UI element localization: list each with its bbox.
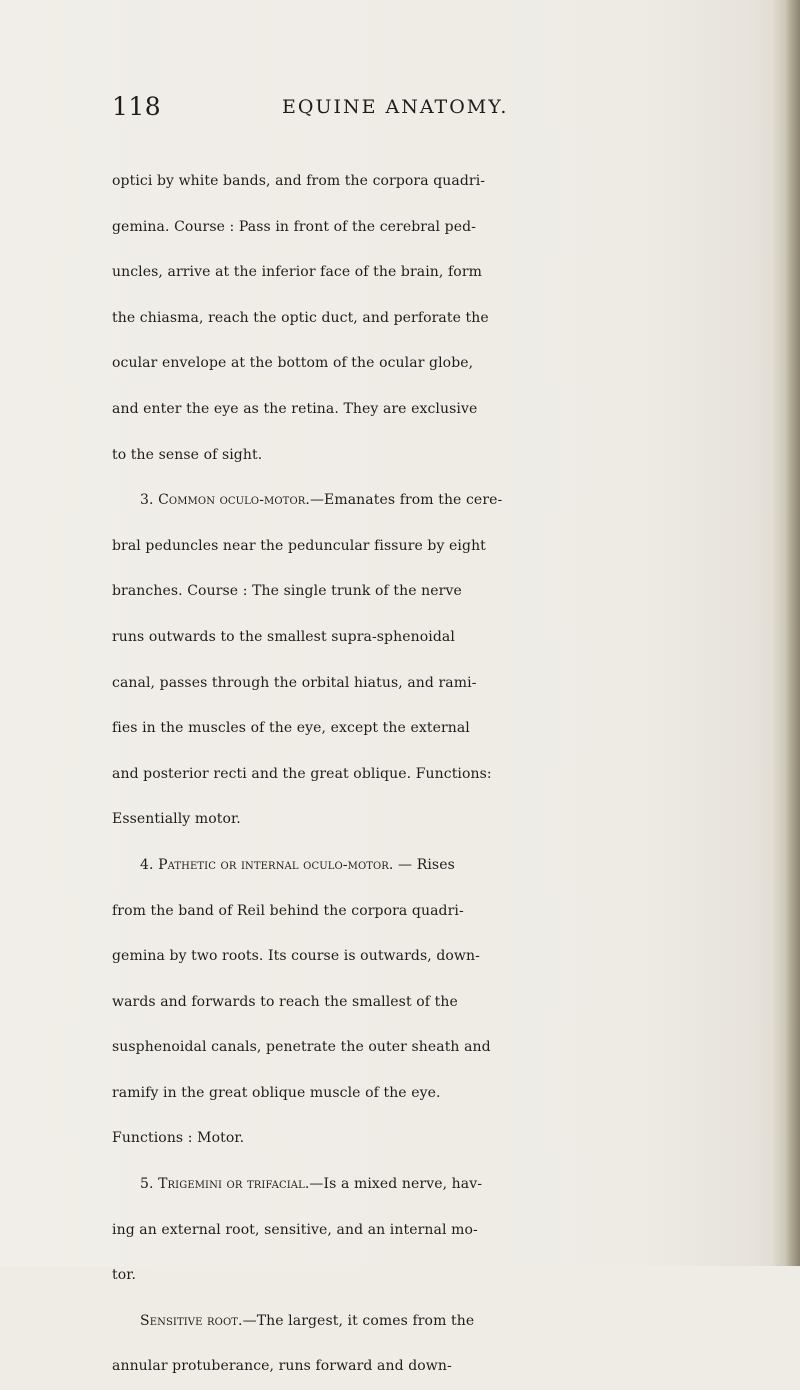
text-line: ing an external root, sensitive, and an internal mo- <box>112 1221 478 1238</box>
page-number: 118 <box>112 92 162 121</box>
text-line: annular protuberance, runs forward and down- <box>112 1358 452 1375</box>
section-heading: 4. Pathetic or internal oculo-motor. <box>140 856 394 873</box>
text-line: and enter the eye as the retina. They are exclusive <box>112 400 478 417</box>
section-heading: Sensitive root. <box>140 1312 243 1329</box>
text-line: canal, passes through the orbital hiatus, and rami- <box>112 674 477 691</box>
text-line: uncles, arrive at the inferior face of the brain, form <box>112 264 482 281</box>
text-line: gemina by two roots. Its course is outwards, down- <box>112 948 480 965</box>
text-line: from the band of Reil behind the corpora quadri- <box>112 902 464 919</box>
page-header <box>112 90 712 130</box>
text-line: optici by white bands, and from the corpora quadri- <box>112 173 486 189</box>
text-line <box>112 1299 772 1345</box>
text-line: Functions : Motor. <box>112 1130 245 1147</box>
text-line: bral peduncles near the peduncular fissure by eight <box>112 537 486 554</box>
text-line: tor. <box>112 1267 137 1284</box>
page-edge-shadow <box>772 0 800 1266</box>
text-line: ramify in the great oblique muscle of the eye. <box>112 1084 441 1101</box>
line-text: —Emanates from the cere- <box>309 492 503 509</box>
running-head: EQUINE ANATOMY. <box>282 96 509 118</box>
text-line: branches. Course : The single trunk of the nerve <box>112 583 462 600</box>
text-line: and posterior recti and the great oblique. Functions: <box>112 765 492 782</box>
text-line: wards and forwards to reach the smallest of the <box>112 993 458 1010</box>
line-text: —Is a mixed nerve, hav- <box>309 1176 483 1193</box>
text-line: runs outwards to the smallest supra-sphenoidal <box>112 628 455 645</box>
line-text: —The largest, it comes from the <box>242 1312 475 1329</box>
text-line: the chiasma, reach the optic duct, and perforate the <box>112 309 489 326</box>
text-line <box>112 843 772 889</box>
text-line: to the sense of sight. <box>112 446 263 463</box>
line-text: — Rises <box>393 856 455 873</box>
text-line <box>112 478 772 524</box>
text-line: susphenoidal canals, penetrate the outer sheath and <box>112 1039 491 1056</box>
body-text <box>112 159 772 1390</box>
text-line: Essentially motor. <box>112 811 241 828</box>
text-line: fies in the muscles of the eye, except the external <box>112 720 470 737</box>
text-line: ocular envelope at the bottom of the ocular globe, <box>112 355 474 372</box>
text-line <box>112 1162 772 1208</box>
section-heading: 3. Common oculo-motor. <box>140 492 310 509</box>
text-line: gemina. Course : Pass in front of the cerebral ped- <box>112 218 477 235</box>
section-heading: 5. Trigemini or trifacial. <box>140 1176 310 1193</box>
